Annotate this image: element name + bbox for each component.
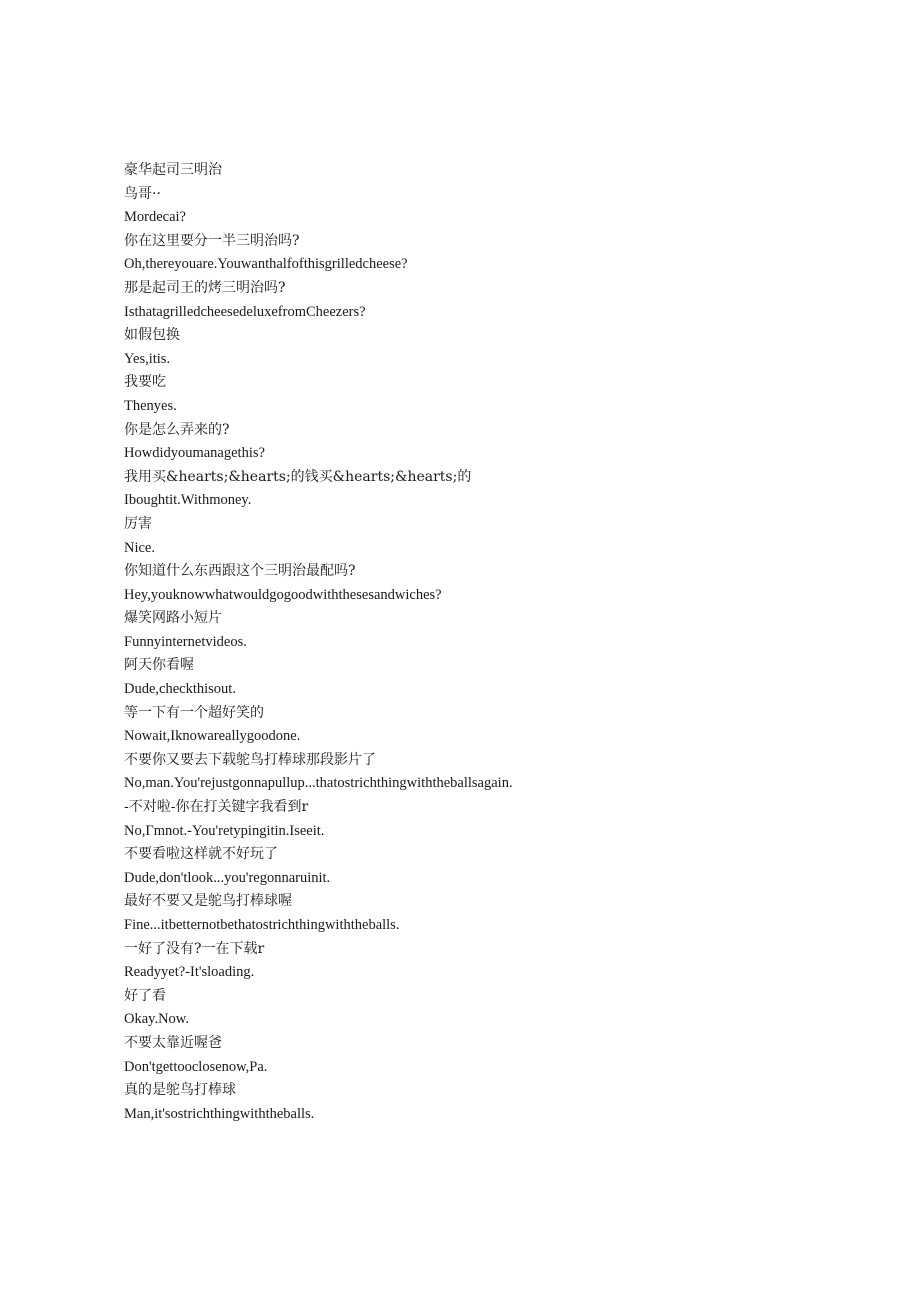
text-line: Mordecai? bbox=[124, 209, 186, 226]
text-line: Howdidyoumanagethis? bbox=[124, 445, 265, 462]
text-line: Nice. bbox=[124, 539, 155, 556]
text-line: Oh,thereyouare.Youwanthalfofthisgrilledcheese? bbox=[124, 256, 408, 273]
text-line: 你是怎么弄来的? bbox=[124, 421, 230, 438]
text-line: 那是起司王的烤三明治吗? bbox=[124, 279, 286, 296]
text-line: Okay.Now. bbox=[124, 1011, 189, 1028]
text-line: 不要太靠近喔爸 bbox=[124, 1034, 222, 1051]
text-line: Funnyinternetvideos. bbox=[124, 633, 247, 650]
text-line: 阿天你看喔 bbox=[124, 657, 194, 674]
text-line: -不对啦-你在打关键字我看到r bbox=[124, 799, 309, 816]
text-line: Man,it'sostrichthingwiththeballs. bbox=[124, 1105, 315, 1122]
text-line: 等一下有一个超好笑的 bbox=[124, 704, 264, 721]
text-line: 不要你又要去下载鸵鸟打棒球那段影片了 bbox=[124, 751, 376, 768]
text-line: 厉害 bbox=[124, 515, 152, 532]
text-line: 真的是鸵鸟打棒球 bbox=[124, 1082, 236, 1099]
text-line: 你在这里要分一半三明治吗? bbox=[124, 232, 300, 249]
text-line: Hey,youknowwhatwouldgogoodwiththesesandwiches? bbox=[124, 586, 442, 603]
text-line: Thenyes. bbox=[124, 397, 177, 414]
text-line: 不要看啦这样就不好玩了 bbox=[124, 846, 278, 863]
text-line: 你知道什么东西跟这个三明治最配吗? bbox=[124, 563, 356, 580]
text-line: No,man.You'rejustgonnapullup...thatostrichthingwiththeballsagain. bbox=[124, 775, 513, 792]
text-line: 我用买&hearts;&hearts;的钱买&hearts;&hearts;的 bbox=[124, 468, 472, 485]
text-line: 一好了没有?一在下载r bbox=[124, 940, 265, 957]
text-line: 爆笑网路小短片 bbox=[124, 610, 222, 627]
text-line: Iboughtit.Withmoney. bbox=[124, 492, 252, 509]
text-line: 好了看 bbox=[124, 987, 166, 1004]
text-line: Dude,don'tlook...you'regonnaruinit. bbox=[124, 869, 331, 886]
text-line: Readyyet?-It'sloading. bbox=[124, 964, 255, 981]
text-line: Fine...itbetternotbethatostrichthingwiththeballs. bbox=[124, 917, 400, 933]
text-line: Yes,itis. bbox=[124, 350, 171, 367]
text-line: 如假包换 bbox=[124, 327, 180, 344]
text-line: IsthatagrilledcheesedeluxefromCheezers? bbox=[124, 303, 366, 320]
text-line: 鸟哥·· bbox=[124, 185, 161, 202]
document-page bbox=[124, 159, 884, 1126]
text-line: Nowait,Iknowareallygoodone. bbox=[124, 728, 301, 745]
text-line: No,Γmnot.-You'retypingitin.Iseeit. bbox=[124, 822, 325, 839]
text-line: 豪华起司三明治 bbox=[124, 162, 222, 178]
text-line: Don'tgettooclosenow,Pa. bbox=[124, 1058, 268, 1075]
text-line: Dude,checkthisout. bbox=[124, 681, 236, 698]
text-line: 最好不要又是鸵鸟打棒球喔 bbox=[124, 893, 292, 910]
text-line: 我要吃 bbox=[124, 374, 166, 391]
